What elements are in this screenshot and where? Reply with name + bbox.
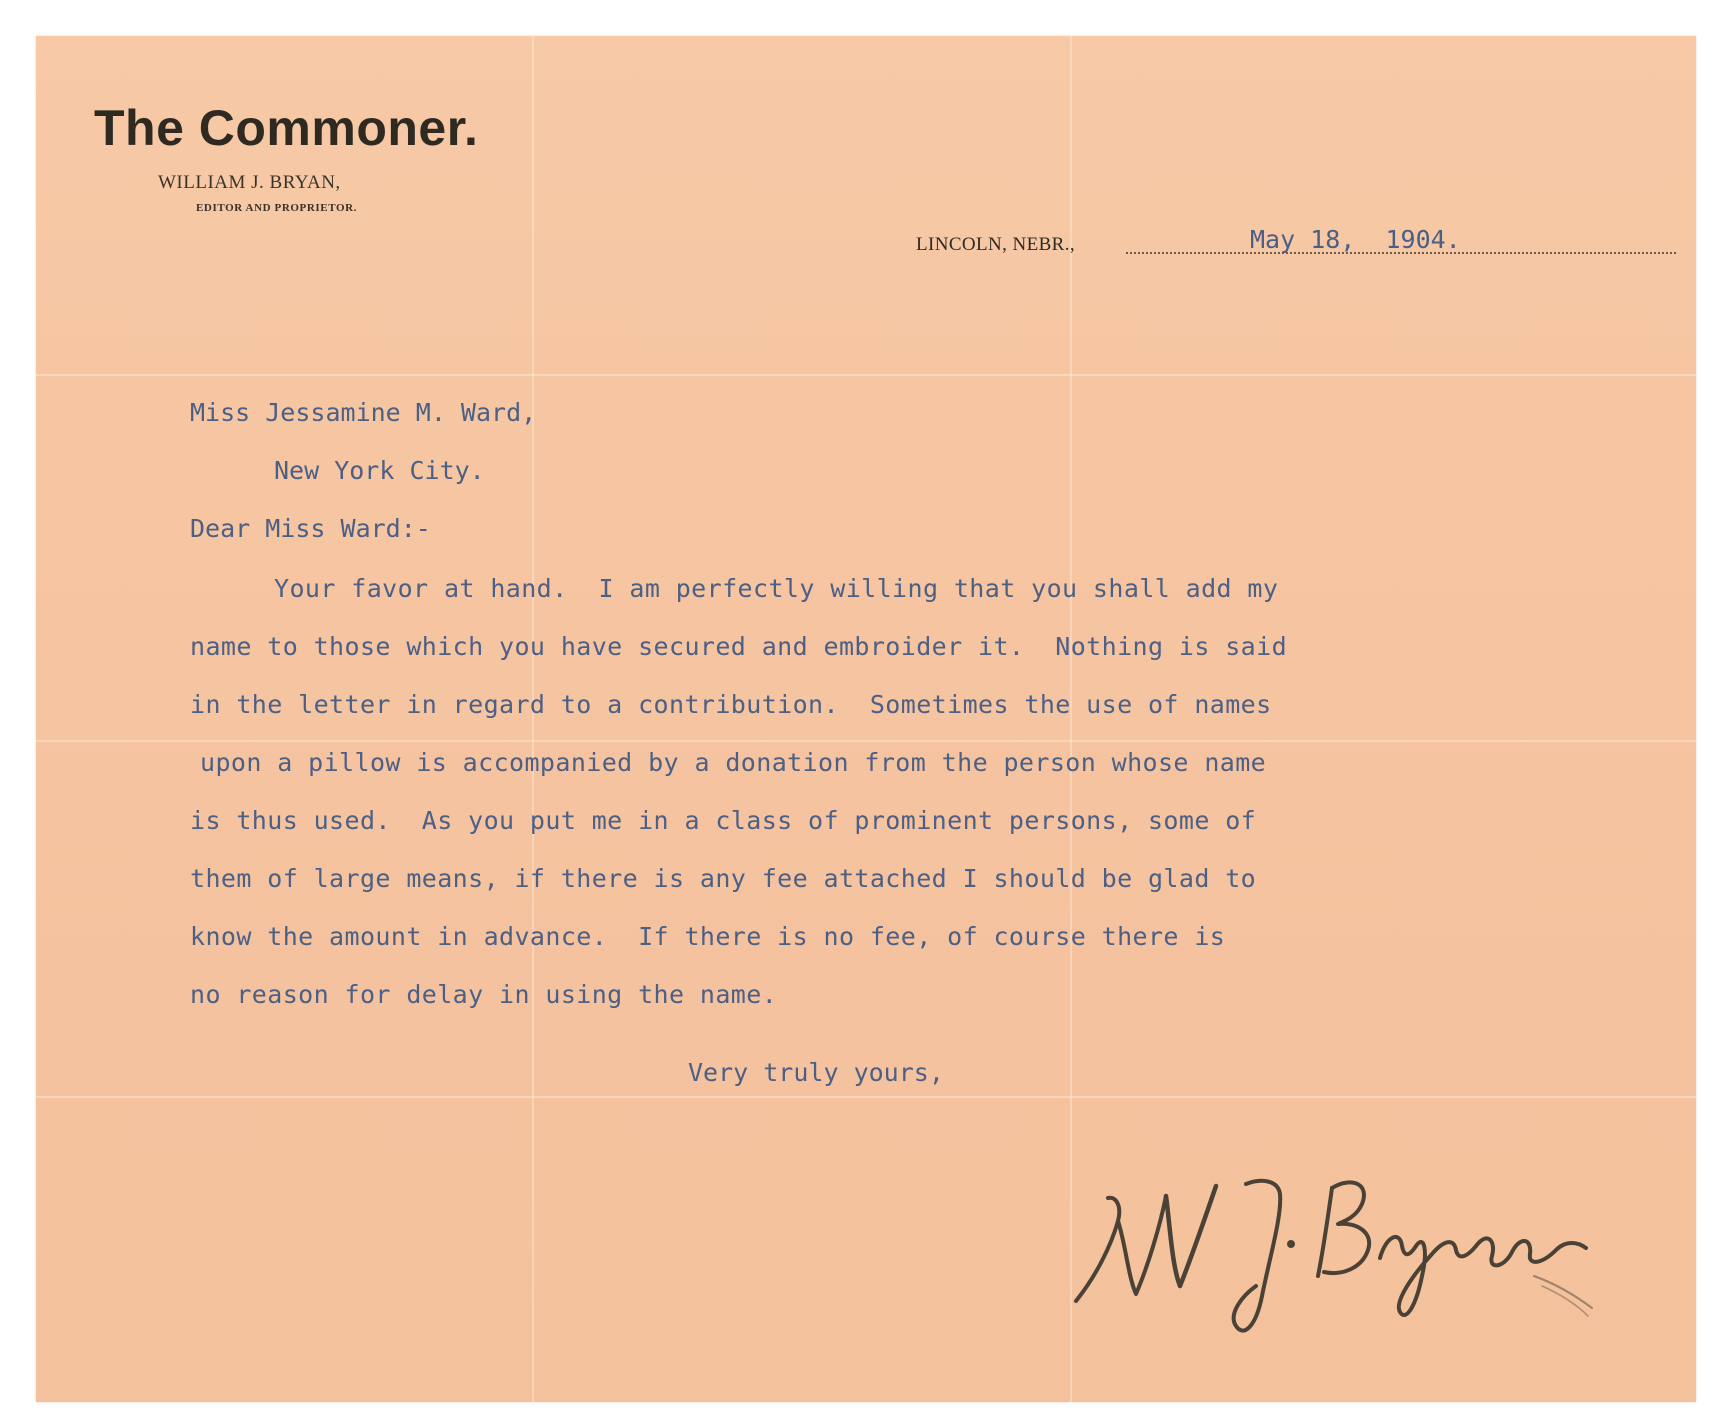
recipient-city: New York City. bbox=[274, 456, 485, 485]
fold-crease bbox=[36, 740, 1696, 742]
fold-crease bbox=[532, 36, 534, 1402]
body-line: name to those which you have secured and embroider it. Nothing is said bbox=[190, 632, 1288, 661]
dateline-place: LINCOLN, NEBR., bbox=[916, 234, 1076, 255]
fold-crease bbox=[36, 1096, 1696, 1098]
dateline bbox=[916, 224, 1676, 264]
recipient-name: Miss Jessamine M. Ward, bbox=[190, 398, 537, 427]
letter-sheet bbox=[36, 36, 1696, 1402]
handwritten-signature bbox=[1056, 1126, 1616, 1346]
body-line: know the amount in advance. If there is no fee, of course there is bbox=[190, 922, 1226, 951]
body-line: Your favor at hand. I am perfectly willing that you shall add my bbox=[274, 574, 1279, 603]
fold-crease bbox=[36, 374, 1696, 376]
letter-date: May 18, 1904. bbox=[1250, 225, 1461, 254]
editor-role: EDITOR AND PROPRIETOR. bbox=[196, 202, 358, 214]
body-line: them of large means, if there is any fee attached I should be glad to bbox=[190, 864, 1257, 893]
body-line: in the letter in regard to a contribution. Sometimes the use of names bbox=[190, 690, 1272, 719]
editor-name: WILLIAM J. BRYAN, bbox=[158, 172, 341, 193]
body-line: is thus used. As you put me in a class of prominent persons, some of bbox=[190, 806, 1257, 835]
closing: Very truly yours, bbox=[688, 1058, 944, 1087]
body-line: no reason for delay in using the name. bbox=[190, 980, 778, 1009]
salutation: Dear Miss Ward:- bbox=[190, 514, 431, 543]
body-line: upon a pillow is accompanied by a donation from the person whose name bbox=[200, 748, 1267, 777]
letterhead bbox=[94, 98, 534, 214]
publication-title: The Commoner. bbox=[94, 100, 479, 156]
